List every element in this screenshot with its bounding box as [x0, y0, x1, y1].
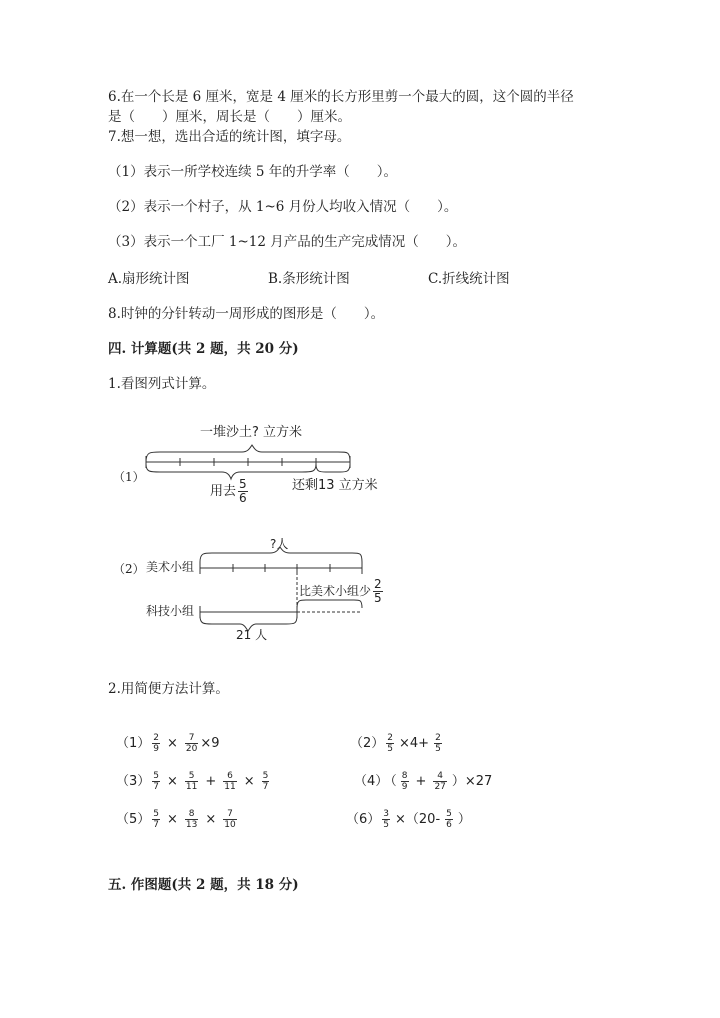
calc-item-4-open: （ [390, 774, 397, 789]
numerator: 3 [383, 809, 390, 819]
section-4-title: 四. 计算题(共 2 题，共 20 分) [108, 341, 299, 357]
times-sign: × [167, 736, 178, 751]
q6-line2: 是（ ）厘米，周长是（ ）厘米。 [108, 109, 351, 125]
numerator: 5 [153, 809, 160, 819]
denominator: 7 [153, 782, 160, 792]
fig1-used-num: 5 [239, 477, 247, 491]
denominator: 5 [387, 744, 394, 754]
fig1-used [210, 478, 250, 505]
times-sign: × [167, 774, 178, 789]
numerator: 5 [446, 809, 452, 819]
fig2-bottom-label: 21 人 [236, 628, 268, 642]
denominator: 6 [446, 820, 452, 830]
numerator: 7 [223, 809, 236, 820]
numerator: 7 [185, 733, 198, 744]
fig1-used-label: 用去 [210, 484, 237, 499]
calc-item-4-close: ）×27 [451, 774, 493, 789]
fraction [434, 733, 442, 754]
fig2-compare-label: 比美术小组少 [299, 584, 372, 598]
fig1-label: （1） [113, 470, 145, 484]
fraction [152, 809, 160, 830]
fraction [152, 733, 160, 754]
denominator: 7 [153, 820, 160, 830]
fig1-used-fraction [238, 478, 248, 505]
numerator: 4 [433, 771, 446, 782]
q7-item-3: （3）表示一个工厂 1~12 月产品的生产完成情况（ ）。 [108, 234, 466, 250]
fig2-group1: 美术小组 [146, 560, 195, 574]
calc-item-6 [346, 808, 471, 830]
numerator: 2 [435, 733, 441, 743]
fraction [386, 733, 394, 754]
fig2-compare-num: 2 [374, 577, 382, 591]
denominator: 5 [435, 744, 441, 754]
calc-item-1 [116, 732, 220, 754]
numerator: 8 [401, 771, 408, 781]
fig2-compare [299, 578, 385, 605]
fraction [223, 771, 236, 792]
calc-item-6-mid: ×（20- [395, 812, 441, 827]
plus-sign: + [205, 774, 217, 789]
fraction [185, 771, 198, 792]
calc-2-title: 2.用简便方法计算。 [108, 681, 229, 697]
fraction [185, 733, 198, 754]
denominator: 9 [153, 744, 160, 754]
fraction [223, 809, 236, 830]
times-sign: × [205, 812, 217, 827]
fraction [401, 771, 409, 792]
q7-option-a: A.扇形统计图 [108, 271, 190, 287]
q6-line1: 6.在一个长是 6 厘米，宽是 4 厘米的长方形里剪一个最大的圆，这个圆的半径 [108, 89, 574, 105]
fraction [262, 771, 270, 792]
section-5-title: 五. 作图题(共 2 题，共 18 分) [108, 877, 299, 893]
denominator: 9 [401, 782, 408, 792]
calc-item-4-label: （4） [354, 774, 389, 789]
fraction [445, 809, 453, 830]
q8: 8.时钟的分针转动一周形成的图形是（ ）。 [108, 306, 385, 322]
denominator: 5 [383, 820, 390, 830]
q7-option-b: B.条形统计图 [268, 271, 350, 287]
calc-item-1-tail: ×9 [200, 736, 220, 751]
calc-item-2 [350, 732, 444, 754]
denominator: 7 [262, 782, 269, 792]
fig1-top-label: 一堆沙土? 立方米 [200, 425, 303, 440]
times-sign: × [167, 812, 178, 827]
plus-sign: + [415, 774, 427, 789]
q7-title: 7.想一想，选出合适的统计图，填字母。 [108, 129, 351, 145]
denominator: 27 [434, 782, 446, 792]
fraction [433, 771, 446, 792]
fig1-used-den: 6 [239, 491, 247, 505]
fig2-compare-fraction [373, 578, 383, 605]
numerator: 6 [223, 771, 236, 782]
fig2-label: （2） [113, 562, 145, 576]
fraction [185, 809, 198, 830]
denominator: 11 [224, 782, 236, 792]
numerator: 5 [262, 771, 269, 781]
denominator: 20 [185, 744, 198, 754]
numerator: 2 [387, 733, 394, 743]
calc-item-6-label: （6） [346, 812, 381, 827]
numerator: 5 [153, 771, 160, 781]
fig1-left: 还剩13 立方米 [292, 478, 378, 493]
fraction [152, 771, 160, 792]
fig2-group2: 科技小组 [146, 604, 195, 618]
numerator: 2 [153, 733, 160, 743]
q7-item-1: （1）表示一所学校连续 5 年的升学率（ ）。 [108, 164, 398, 180]
numerator: 8 [185, 809, 198, 820]
times-sign: × [243, 774, 255, 789]
q7-item-2: （2）表示一个村子，从 1~6 月份人均收入情况（ ）。 [108, 199, 458, 215]
calc-item-6-close: ） [457, 812, 471, 827]
calc-item-1-label: （1） [116, 736, 151, 751]
calc-item-3-label: （3） [116, 774, 151, 789]
calc-item-2-label: （2） [350, 736, 385, 751]
denominator: 10 [224, 820, 236, 830]
calc-item-3 [116, 770, 271, 792]
q7-option-c: C.折线统计图 [428, 271, 510, 287]
fraction [382, 809, 390, 830]
calc-item-5 [116, 808, 239, 830]
denominator: 11 [185, 782, 198, 792]
calc-item-5-label: （5） [116, 812, 151, 827]
numerator: 5 [185, 771, 198, 782]
denominator: 13 [185, 820, 198, 830]
fig2-compare-den: 5 [374, 591, 382, 605]
calc-item-2-mid: ×4+ [399, 736, 430, 751]
calc-1-title: 1.看图列式计算。 [108, 376, 216, 392]
calc-item-4 [354, 770, 492, 792]
fig2-top-label: ?人 [270, 537, 289, 551]
